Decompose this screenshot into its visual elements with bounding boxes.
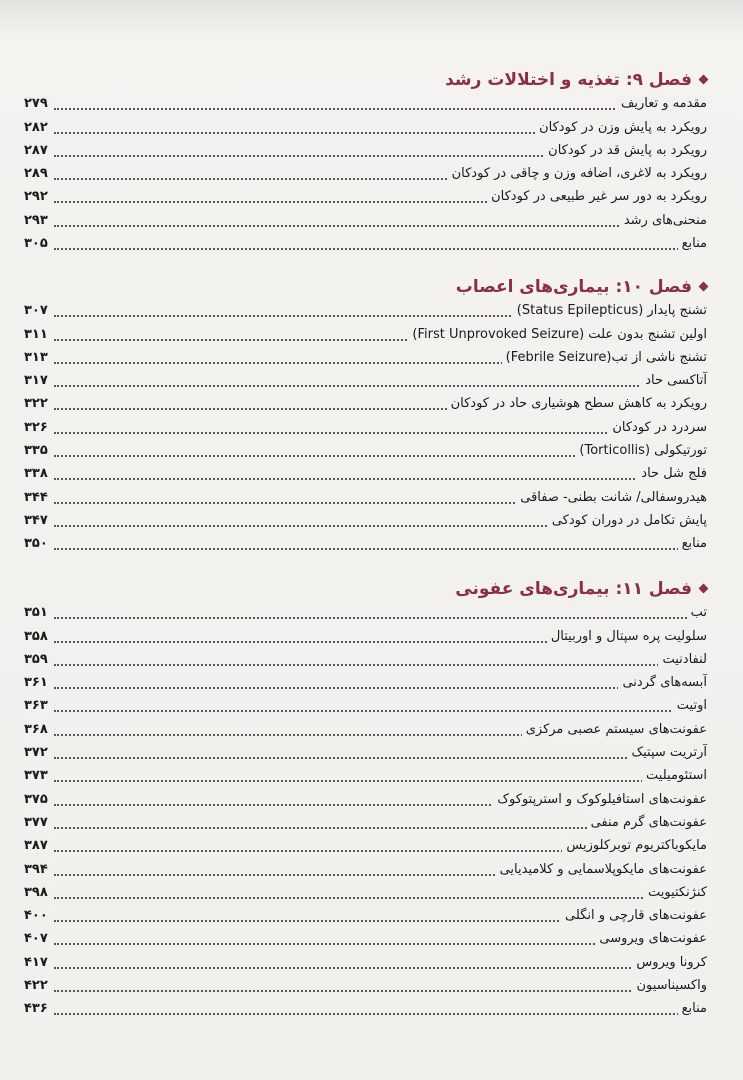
toc-entry — [0, 138, 743, 161]
entry-page-number: ۳۳۵ — [24, 443, 51, 458]
entry-title: آبسه‌های گردنی — [618, 675, 707, 690]
entry-page-number: ۳۹۴ — [24, 862, 51, 877]
entry-title: عفونت‌های ویروسی — [595, 931, 707, 946]
entry-title: کرونا ویروس — [632, 955, 707, 970]
toc-entry — [0, 926, 743, 949]
toc-entry — [0, 298, 743, 321]
entry-page-number: ۳۵۹ — [24, 652, 51, 667]
entry-title: اولین تشنج بدون علت (First Unprovoked Seizure) — [408, 327, 707, 342]
entry-title: تب — [687, 605, 707, 620]
dot-leader — [54, 1013, 703, 1015]
dot-leader — [54, 617, 703, 619]
dot-leader — [54, 548, 703, 550]
entry-title: واکسیناسیون — [632, 978, 707, 993]
toc-entry — [0, 207, 743, 230]
diamond-bullet-icon — [699, 74, 709, 84]
entry-title: عفونت‌های استافیلوکوک و استرپتوکوک — [493, 792, 707, 807]
toc-entry — [0, 345, 743, 368]
entry-page-number: ۲۸۷ — [24, 143, 51, 158]
entry-page-number: ۳۱۳ — [24, 350, 51, 365]
dot-leader — [54, 780, 703, 782]
toc-entry — [0, 391, 743, 414]
toc-entries — [0, 298, 743, 554]
entry-page-number: ۳۹۸ — [24, 885, 51, 900]
toc-entry — [0, 786, 743, 809]
entry-title: سردرد در کودکان — [608, 420, 707, 435]
entry-title: استئومیلیت — [642, 768, 707, 783]
entry-title: آتاکسی حاد — [641, 373, 707, 388]
toc-entry — [0, 880, 743, 903]
entry-title: لنفادنیت — [658, 652, 707, 667]
entry-title: رویکرد به پایش وزن در کودکان — [535, 120, 707, 135]
entry-page-number: ۳۸۷ — [24, 838, 51, 853]
toc-entry — [0, 438, 743, 461]
chapter-title — [455, 579, 707, 599]
entry-page-number: ۳۶۸ — [24, 722, 51, 737]
entry-title: تشنج پایدار (Status Epilepticus) — [513, 303, 707, 318]
dot-leader — [54, 108, 703, 110]
toc-entry — [0, 856, 743, 879]
entry-page-number: ۳۷۷ — [24, 815, 51, 830]
toc-entry — [0, 810, 743, 833]
dot-leader — [54, 687, 703, 689]
entry-title: عفونت‌های مایکوپلاسمایی و کلامیدیایی — [496, 862, 707, 877]
dot-leader — [54, 225, 703, 227]
entry-title: تشنج ناشی از تب(Febrile Seizure) — [502, 350, 707, 365]
entry-title: عفونت‌های گرم منفی — [587, 815, 707, 830]
dot-leader — [54, 967, 703, 969]
chapter-title — [456, 277, 707, 297]
entry-page-number: ۳۵۸ — [24, 629, 51, 644]
entry-page-number: ۴۲۲ — [24, 978, 51, 993]
entry-title: رویکرد به لاغری، اضافه وزن و چاقی در کودکان — [448, 166, 707, 181]
entry-page-number: ۲۸۲ — [24, 120, 51, 135]
diamond-bullet-icon — [699, 281, 709, 291]
entry-title: منابع — [678, 1001, 707, 1016]
toc-entry — [0, 949, 743, 972]
dot-leader — [54, 385, 703, 387]
entry-title: پایش تکامل در دوران کودکی — [548, 513, 707, 528]
entry-title: مایکوباکتریوم توبرکلوزیس — [562, 838, 707, 853]
dot-leader — [54, 664, 703, 666]
toc-entry — [0, 740, 743, 763]
entry-title: عفونت‌های سیستم عصبی مرکزی — [522, 722, 707, 737]
toc-entry — [0, 903, 743, 926]
entry-page-number: ۳۱۱ — [24, 327, 51, 342]
toc-entry — [0, 414, 743, 437]
entry-title: عفونت‌های قارچی و انگلی — [561, 908, 707, 923]
entry-title: منابع — [678, 236, 707, 251]
entry-title: منابع — [678, 536, 707, 551]
toc-entry — [0, 91, 743, 114]
toc-entry — [0, 623, 743, 646]
entry-title: منحنی‌های رشد — [620, 213, 707, 228]
toc-entry — [0, 531, 743, 554]
toc-entry — [0, 833, 743, 856]
dot-leader — [54, 990, 703, 992]
entry-title: سلولیت پره سپتال و اوربیتال — [547, 629, 707, 644]
entry-title: رویکرد به کاهش سطح هوشیاری حاد در کودکان — [447, 396, 707, 411]
entry-page-number: ۳۵۰ — [24, 536, 51, 551]
entry-page-number: ۳۴۴ — [24, 490, 51, 505]
toc-entry — [0, 670, 743, 693]
entry-page-number: ۳۴۷ — [24, 513, 51, 528]
entry-page-number: ۴۰۰ — [24, 908, 51, 923]
dot-leader — [54, 248, 703, 250]
entry-title: آرتریت سپتیک — [628, 745, 708, 760]
page-top-shadow — [0, 0, 743, 38]
toc-entry — [0, 484, 743, 507]
entry-page-number: ۳۰۷ — [24, 303, 51, 318]
entry-page-number: ۲۷۹ — [24, 96, 51, 111]
entry-page-number: ۲۹۲ — [24, 189, 51, 204]
entry-page-number: ۳۰۵ — [24, 236, 51, 251]
toc-entry — [0, 973, 743, 996]
toc-entry — [0, 600, 743, 623]
entry-page-number: ۴۳۶ — [24, 1001, 51, 1016]
toc-entry — [0, 321, 743, 344]
diamond-bullet-icon — [699, 583, 709, 593]
toc-entry — [0, 368, 743, 391]
entry-page-number: ۴۱۷ — [24, 955, 51, 970]
toc-entry — [0, 693, 743, 716]
entry-page-number: ۳۷۲ — [24, 745, 51, 760]
toc-entry — [0, 461, 743, 484]
dot-leader — [54, 478, 703, 480]
entry-title: اوتیت — [673, 698, 707, 713]
entry-title: تورتیکولی (Torticollis) — [575, 443, 707, 458]
chapter-title — [445, 70, 707, 90]
entry-title: هیدروسفالی/ شانت بطنی- صفاقی — [516, 490, 707, 505]
toc-entry — [0, 114, 743, 137]
entry-page-number: ۳۶۱ — [24, 675, 51, 690]
entry-title: رویکرد به پایش قد در کودکان — [544, 143, 707, 158]
entry-page-number: ۳۶۳ — [24, 698, 51, 713]
entry-page-number: ۳۲۲ — [24, 396, 51, 411]
toc-entry — [0, 647, 743, 670]
dot-leader — [54, 897, 703, 899]
entry-page-number: ۳۳۸ — [24, 466, 51, 481]
entry-page-number: ۲۸۹ — [24, 166, 51, 181]
chapter-title-text: فصل ۹: تغذیه و اختلالات رشد — [445, 70, 692, 90]
entry-title: رویکرد به دور سر غیر طبیعی در کودکان — [487, 189, 707, 204]
toc-entry — [0, 184, 743, 207]
toc-entry — [0, 161, 743, 184]
dot-leader — [54, 757, 703, 759]
toc-entries — [0, 600, 743, 1019]
toc-entry — [0, 996, 743, 1019]
dot-leader — [54, 432, 703, 434]
dot-leader — [54, 710, 703, 712]
entry-title: کنژنکتیویت — [644, 885, 707, 900]
entry-page-number: ۳۵۱ — [24, 605, 51, 620]
entry-page-number: ۲۹۳ — [24, 213, 51, 228]
chapter-title-text: فصل ۱۰: بیماری‌های اعصاب — [455, 277, 692, 297]
entry-page-number: ۳۷۵ — [24, 792, 51, 807]
toc-entries — [0, 91, 743, 254]
toc-entry — [0, 508, 743, 531]
chapter-title-text: فصل ۱۱: بیماری‌های عفونی — [455, 579, 692, 599]
toc-entry — [0, 716, 743, 739]
toc-entry — [0, 231, 743, 254]
entry-page-number: ۳۷۳ — [24, 768, 51, 783]
entry-title: مقدمه و تعاریف — [617, 96, 707, 111]
toc-entry — [0, 763, 743, 786]
entry-page-number: ۴۰۷ — [24, 931, 51, 946]
entry-page-number: ۳۱۷ — [24, 373, 51, 388]
entry-page-number: ۳۲۶ — [24, 420, 51, 435]
entry-title: فلج شل حاد — [637, 466, 707, 481]
